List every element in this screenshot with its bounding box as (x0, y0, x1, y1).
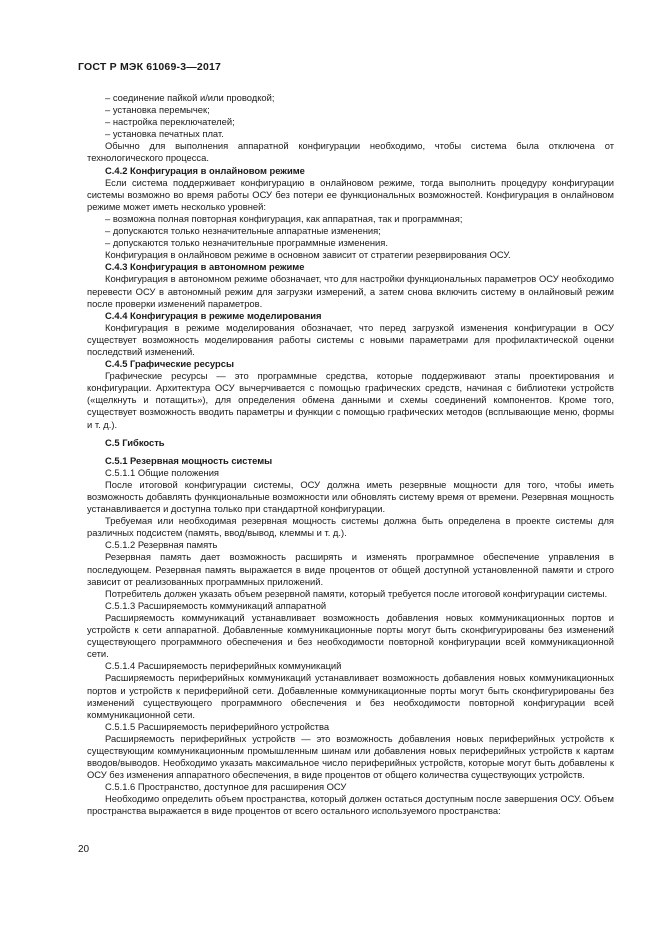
section-heading: C.4.2 Конфигурация в онлайновом режиме (105, 164, 305, 176)
paragraph: Необходимо определить объем пространства, который должен остаться доступным после завершения ОСУ. Объем пространства выражается в виде процентов от всего остального используемого пространства: (87, 793, 614, 817)
paragraph: – допускаются только незначительные программные изменения. (105, 237, 388, 249)
paragraph: С.5.1.1 Общие положения (105, 466, 220, 478)
paragraph: Требуемая или необходимая резервная мощность системы должна быть определена в проекте системы для различных подсистем (память, ввод/вывод, клеммы и т. д.). (87, 515, 614, 539)
page-number: 20 (78, 844, 90, 855)
paragraph: Расширяемость периферийных коммуникаций устанавливает возможность добавления новых коммуникационных портов и устройств к периферийной сети. Добавленные коммуникационные порты могут быть сконфигурированы без изменений существующего программного обеспечения и без необходимости повторной конфигурации всей коммуникационной сети. (87, 672, 614, 720)
paragraph: – настройка переключателей; (105, 116, 235, 128)
section-heading: C.4.3 Конфигурация в автономном режиме (105, 261, 305, 273)
paragraph: С.5.1.3 Расширяемость коммуникаций аппаратной (105, 599, 327, 611)
paragraph: – допускаются только незначительные аппаратные изменения; (105, 225, 381, 237)
paragraph: С.5.1.5 Расширяемость периферийного устройства (105, 720, 330, 732)
body-text (87, 92, 614, 818)
paragraph: – установка печатных плат. (105, 128, 224, 140)
paragraph: Конфигурация в автономном режиме обозначает, что для настройки функциональных параметров ОСУ необходимо перевести ОСУ в автономный режим для загрузки измерений, а затем снова включить систему в онлайновый режим после проверки изменений параметров. (87, 273, 614, 309)
paragraph: – соединение пайкой и/или проводкой; (105, 92, 275, 103)
paragraph: Расширяемость коммуникаций устанавливает возможность добавления новых коммуникационных портов и устройств к сети аппаратной. Добавленные коммуникационные порты могут быть сконфигурированы без изменений существующего программного обеспечения и без необходимости повторной конфигурации всей коммуникационной сети. (87, 611, 614, 660)
section-heading: С.5.1 Резервная мощность системы (105, 454, 273, 466)
section-heading: C.4.4 Конфигурация в режиме моделирования (105, 309, 322, 321)
paragraph: Резервная память дает возможность расширять и изменять программное обеспечение управления в последующем. Резервная память выражается в виде процентов от общей доступной установленной памяти и строго зависит от реализованных программных приложений. (87, 551, 614, 587)
section-heading: С.5 Гибкость (105, 436, 165, 448)
paragraph: С.5.1.4 Расширяемость периферийных коммуникаций (105, 660, 342, 672)
paragraph: Потребитель должен указать объем резервной памяти, который требуется после итоговой конфигурации системы. (105, 587, 608, 599)
section-heading: C.4.5 Графические ресурсы (105, 358, 234, 370)
paragraph: Расширяемость периферийных устройств — это возможность добавления новых периферийных устройств к существующим коммуникационным промышленным шинам или добавления новых периферийных устройств к картам вводов/выводов. Необходимо указать максимальное число периферийных устройств, которые могут быть добавлены к ОСУ без изменения аппаратного обеспечения, в виде процентов от общего количества существующих устройств. (87, 732, 614, 781)
paragraph: Если система поддерживает конфигурацию в онлайновом режиме, тогда выполнить процедуру конфигурации системы возможно во время работы ОСУ без потери ее функциональных возможностей. Конфигурация в онлайновом режиме может иметь несколько уровней: (87, 176, 614, 212)
paragraph: Конфигурация в режиме моделирования обозначает, что перед загрузкой изменения конфигурации в ОСУ существует возможность моделирования работы системы с новыми параметрами для профилактической оценки последствий изменений. (87, 321, 614, 357)
paragraph: Конфигурация в онлайновом режиме в основном зависит от стратегии резервирования ОСУ. (105, 249, 511, 261)
paragraph: С.5.1.2 Резервная память (105, 539, 218, 551)
paragraph: С.5.1.6 Пространство, доступное для расширения ОСУ (105, 781, 347, 793)
paragraph: После итоговой конфигурации системы, ОСУ должна иметь резервные мощности для того, чтобы иметь возможность добавлять функциональные возможности или обновлять систему время от времени. Резервная мощность устанавливается и доступна только при стандартной конфигурации. (87, 478, 614, 515)
page-header: ГОСТ Р МЭК 61069-3—2017 (78, 61, 222, 73)
paragraph: – возможна полная повторная конфигурация, как аппаратная, так и программная; (105, 212, 463, 224)
paragraph: Обычно для выполнения аппаратной конфигурации необходимо, чтобы система была отключена от технологического процесса. (87, 140, 614, 164)
paragraph: – установка перемычек; (105, 104, 210, 116)
paragraph: Графические ресурсы — это программные средства, которые поддерживают этапы проектирования и конфигурации. Архитектура ОСУ вычерчивается с помощью графических средств, начиная с библиотеки устройств («щелкнуть и потащить»), для определения обмена данными и схемы соединений компонентов. Кроме того, существует возможность вводить параметры и функции с помощью графических методов (всплывающие меню, формы и т. д.). (87, 370, 614, 430)
